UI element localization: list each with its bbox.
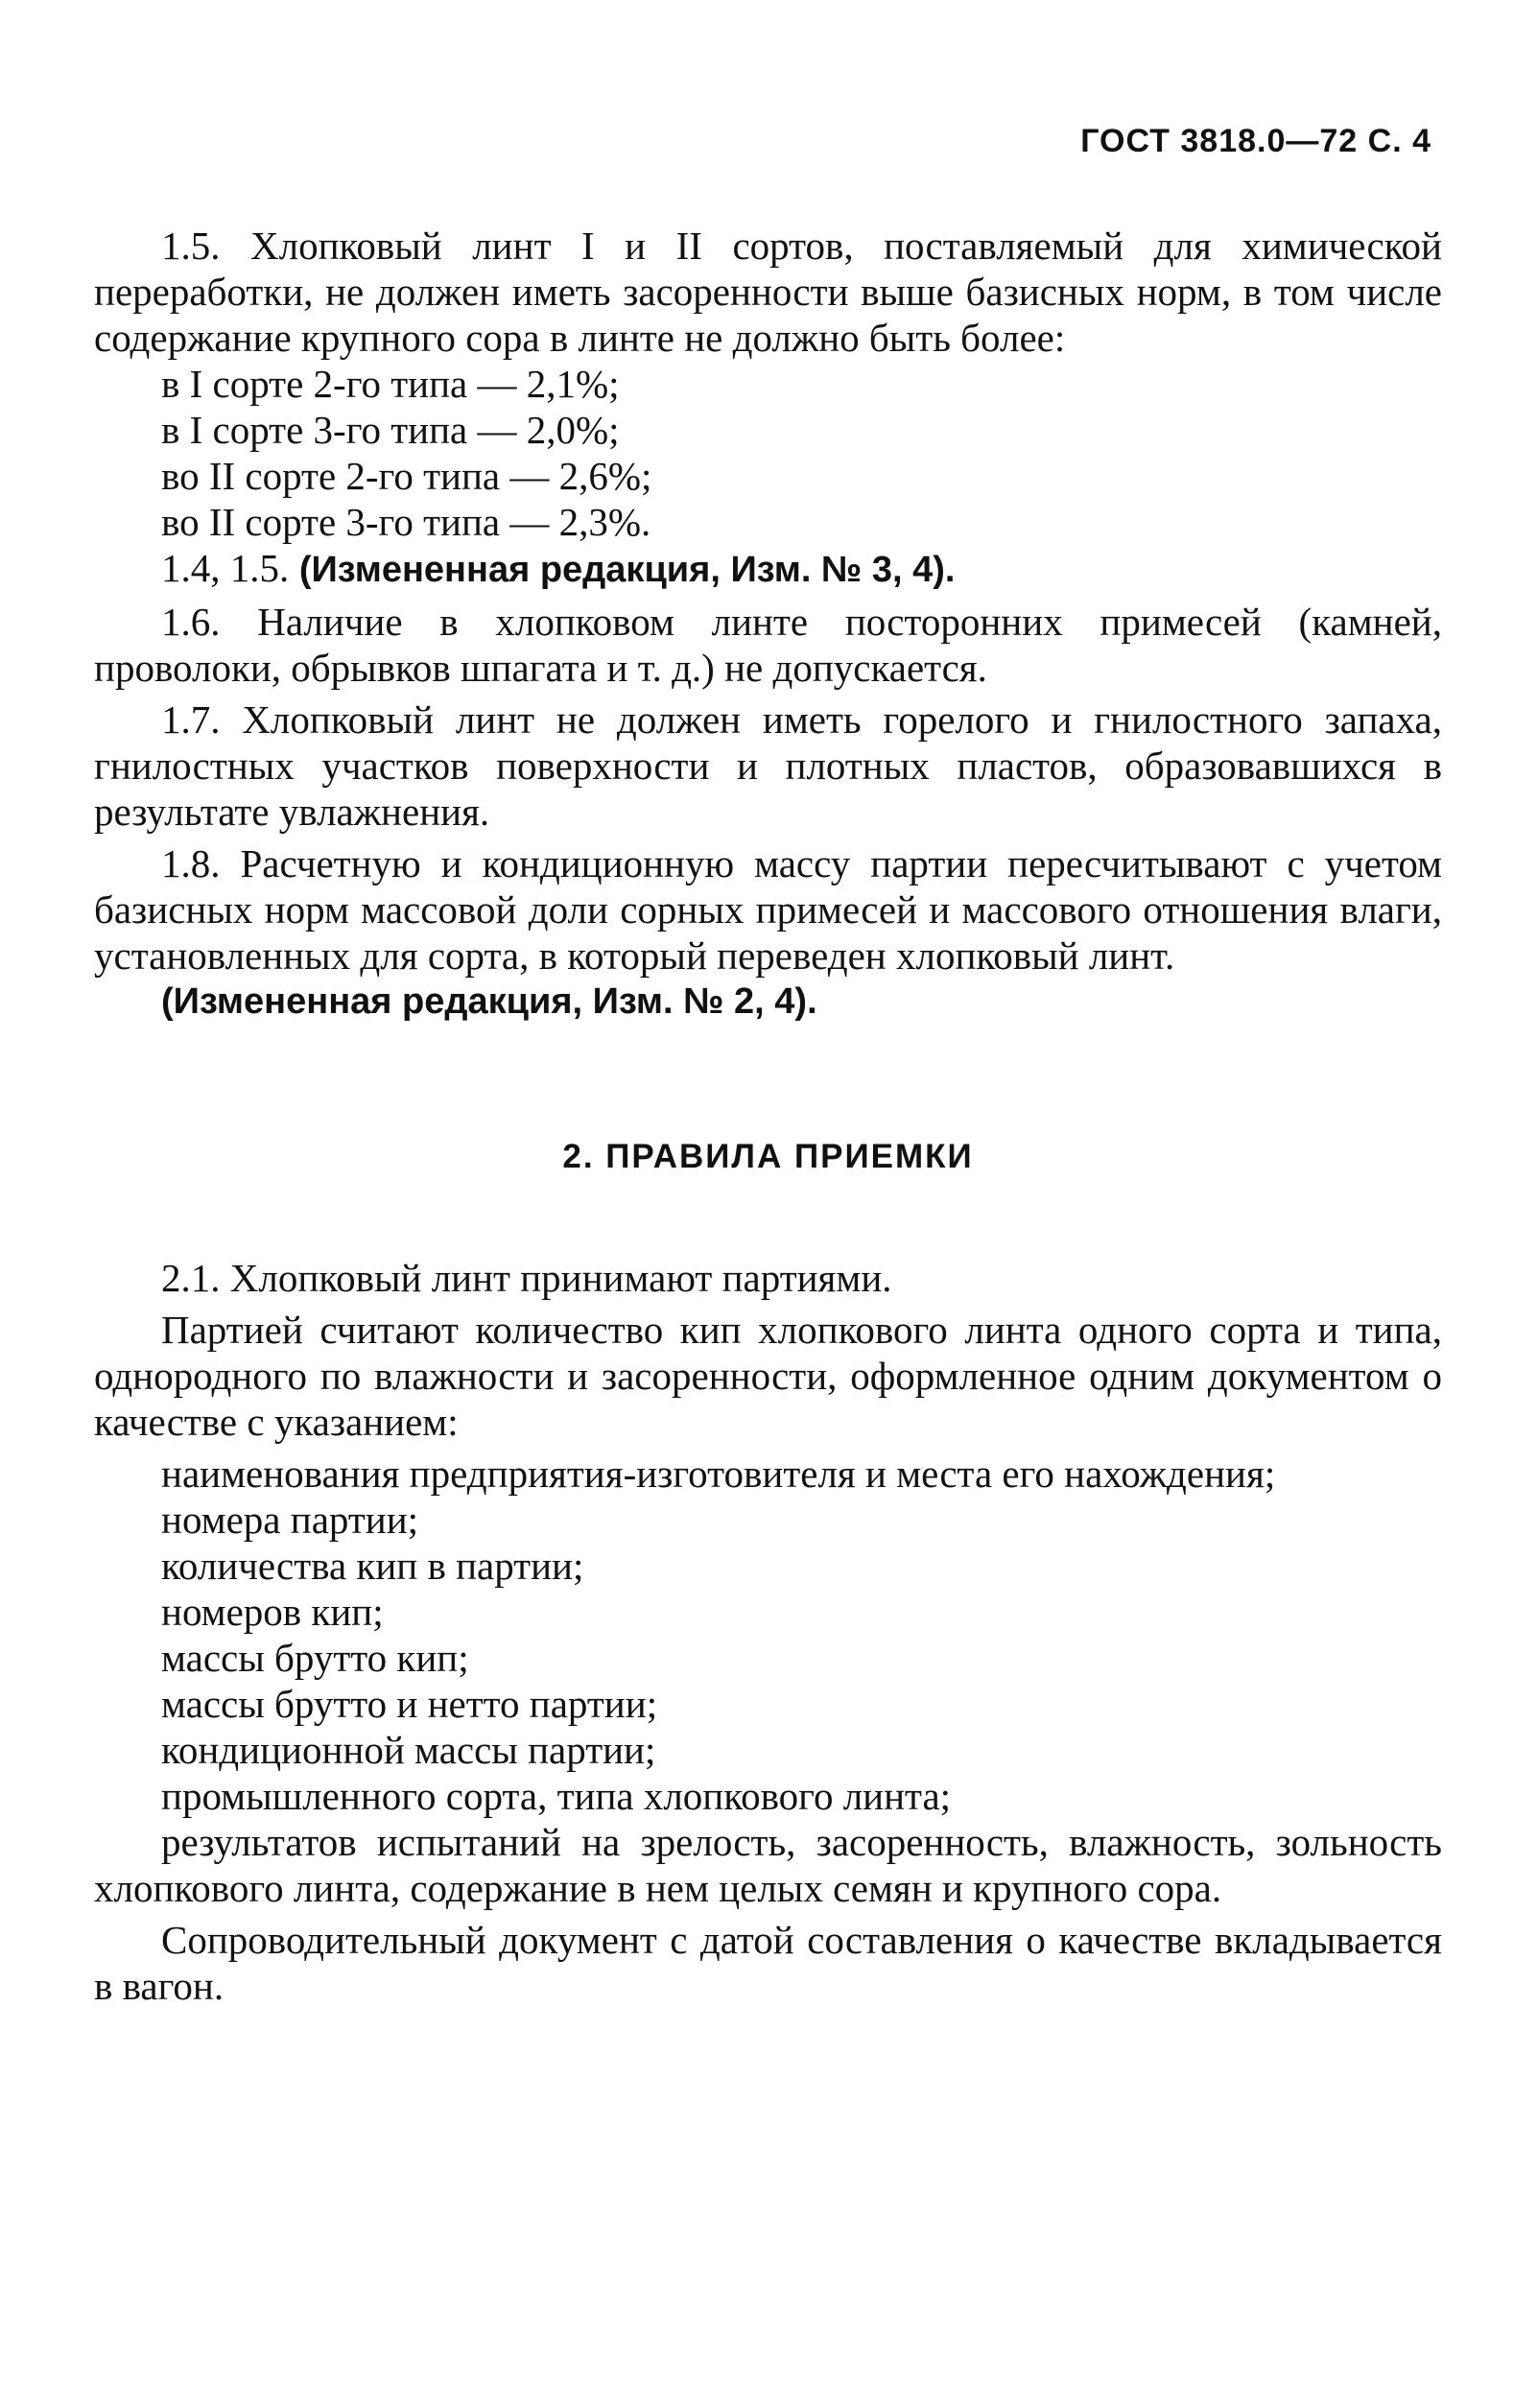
document-list-item: массы брутто и нетто партии; [161,1682,658,1726]
document-list-item: номера партии; [161,1498,419,1542]
limit-item: во II сорте 2-го типа — 2,6%; [161,454,652,498]
section-title: 2. ПРАВИЛА ПРИЕМКИ [562,1138,974,1175]
document-list-item: массы брутто кип; [161,1636,469,1680]
limit-item: в I сорте 3-го типа — 2,0%; [161,408,620,452]
limit-item: в I сорте 2-го типа — 2,1%; [161,362,620,406]
clause-2-1: 2.1. Хлопковый линт принимают партиями. [161,1256,892,1300]
limit-item: во II сорте 3-го типа — 2,3%. [161,500,651,544]
document-list-item: результатов испытаний на зрелость, засоренность, влажность, зольность хлопкового линта, содержание в нем целых семян и крупного сора. [94,1820,1442,1910]
amendment-note-1-prefix: 1.4, 1.5. [161,546,290,590]
page-header [1080,123,1431,160]
clause-1-6: 1.6. Наличие в хлопковом линте посторонних примесей (камней, проволоки, обрывков шпагата и т. д.) не допускается. [94,600,1442,690]
amendment-note-1-text: (Измененная редакция, Изм. № 3, 4). [298,550,956,590]
document-list-item: кондиционной массы партии; [161,1728,656,1772]
document-list-item: номеров кип; [161,1590,384,1634]
clause-1-7: 1.7. Хлопковый линт не должен иметь горелого и гнилостного запаха, гнилостных участков поверхности и плотных пластов, образовавшихся в результате увлажнения. [94,697,1442,834]
amendment-note-2 [94,979,1442,1025]
document-reference: ГОСТ 3818.0—72 С. 4 [1080,123,1431,159]
document-list-item: промышленного сорта, типа хлопкового линта; [161,1774,952,1818]
amendment-note-2-text: (Измененная редакция, Изм. № 2, 4). [161,981,817,1022]
batch-definition: Партией считают количество кип хлопкового линта одного сорта и типа, однородного по влажности и засоренности, оформленное одним документом о качестве с указанием: [94,1308,1442,1444]
clause-1-5: 1.5. Хлопковый линт I и II сортов, поставляемый для химической переработки, не должен иметь засоренности выше базисных норм, в том числе содержание крупного сора в линте не должно быть более: [94,224,1442,360]
accompanying-document-note: Сопроводительный документ с датой составления о качестве вкладывается в вагон. [94,1918,1442,2008]
document-list-item: наименования предприятия-изготовителя и места его нахождения; [161,1452,1276,1496]
clause-1-8: 1.8. Расчетную и кондиционную массу партии пересчитывают с учетом базисных норм массовой доли сорных примесей и массового отношения влаги, установленных для сорта, в который переведен хлопковый линт. [94,841,1442,978]
document-body [94,223,1442,2009]
document-list-item: количества кип в партии; [161,1544,584,1588]
amendment-note-1 [94,545,1442,593]
